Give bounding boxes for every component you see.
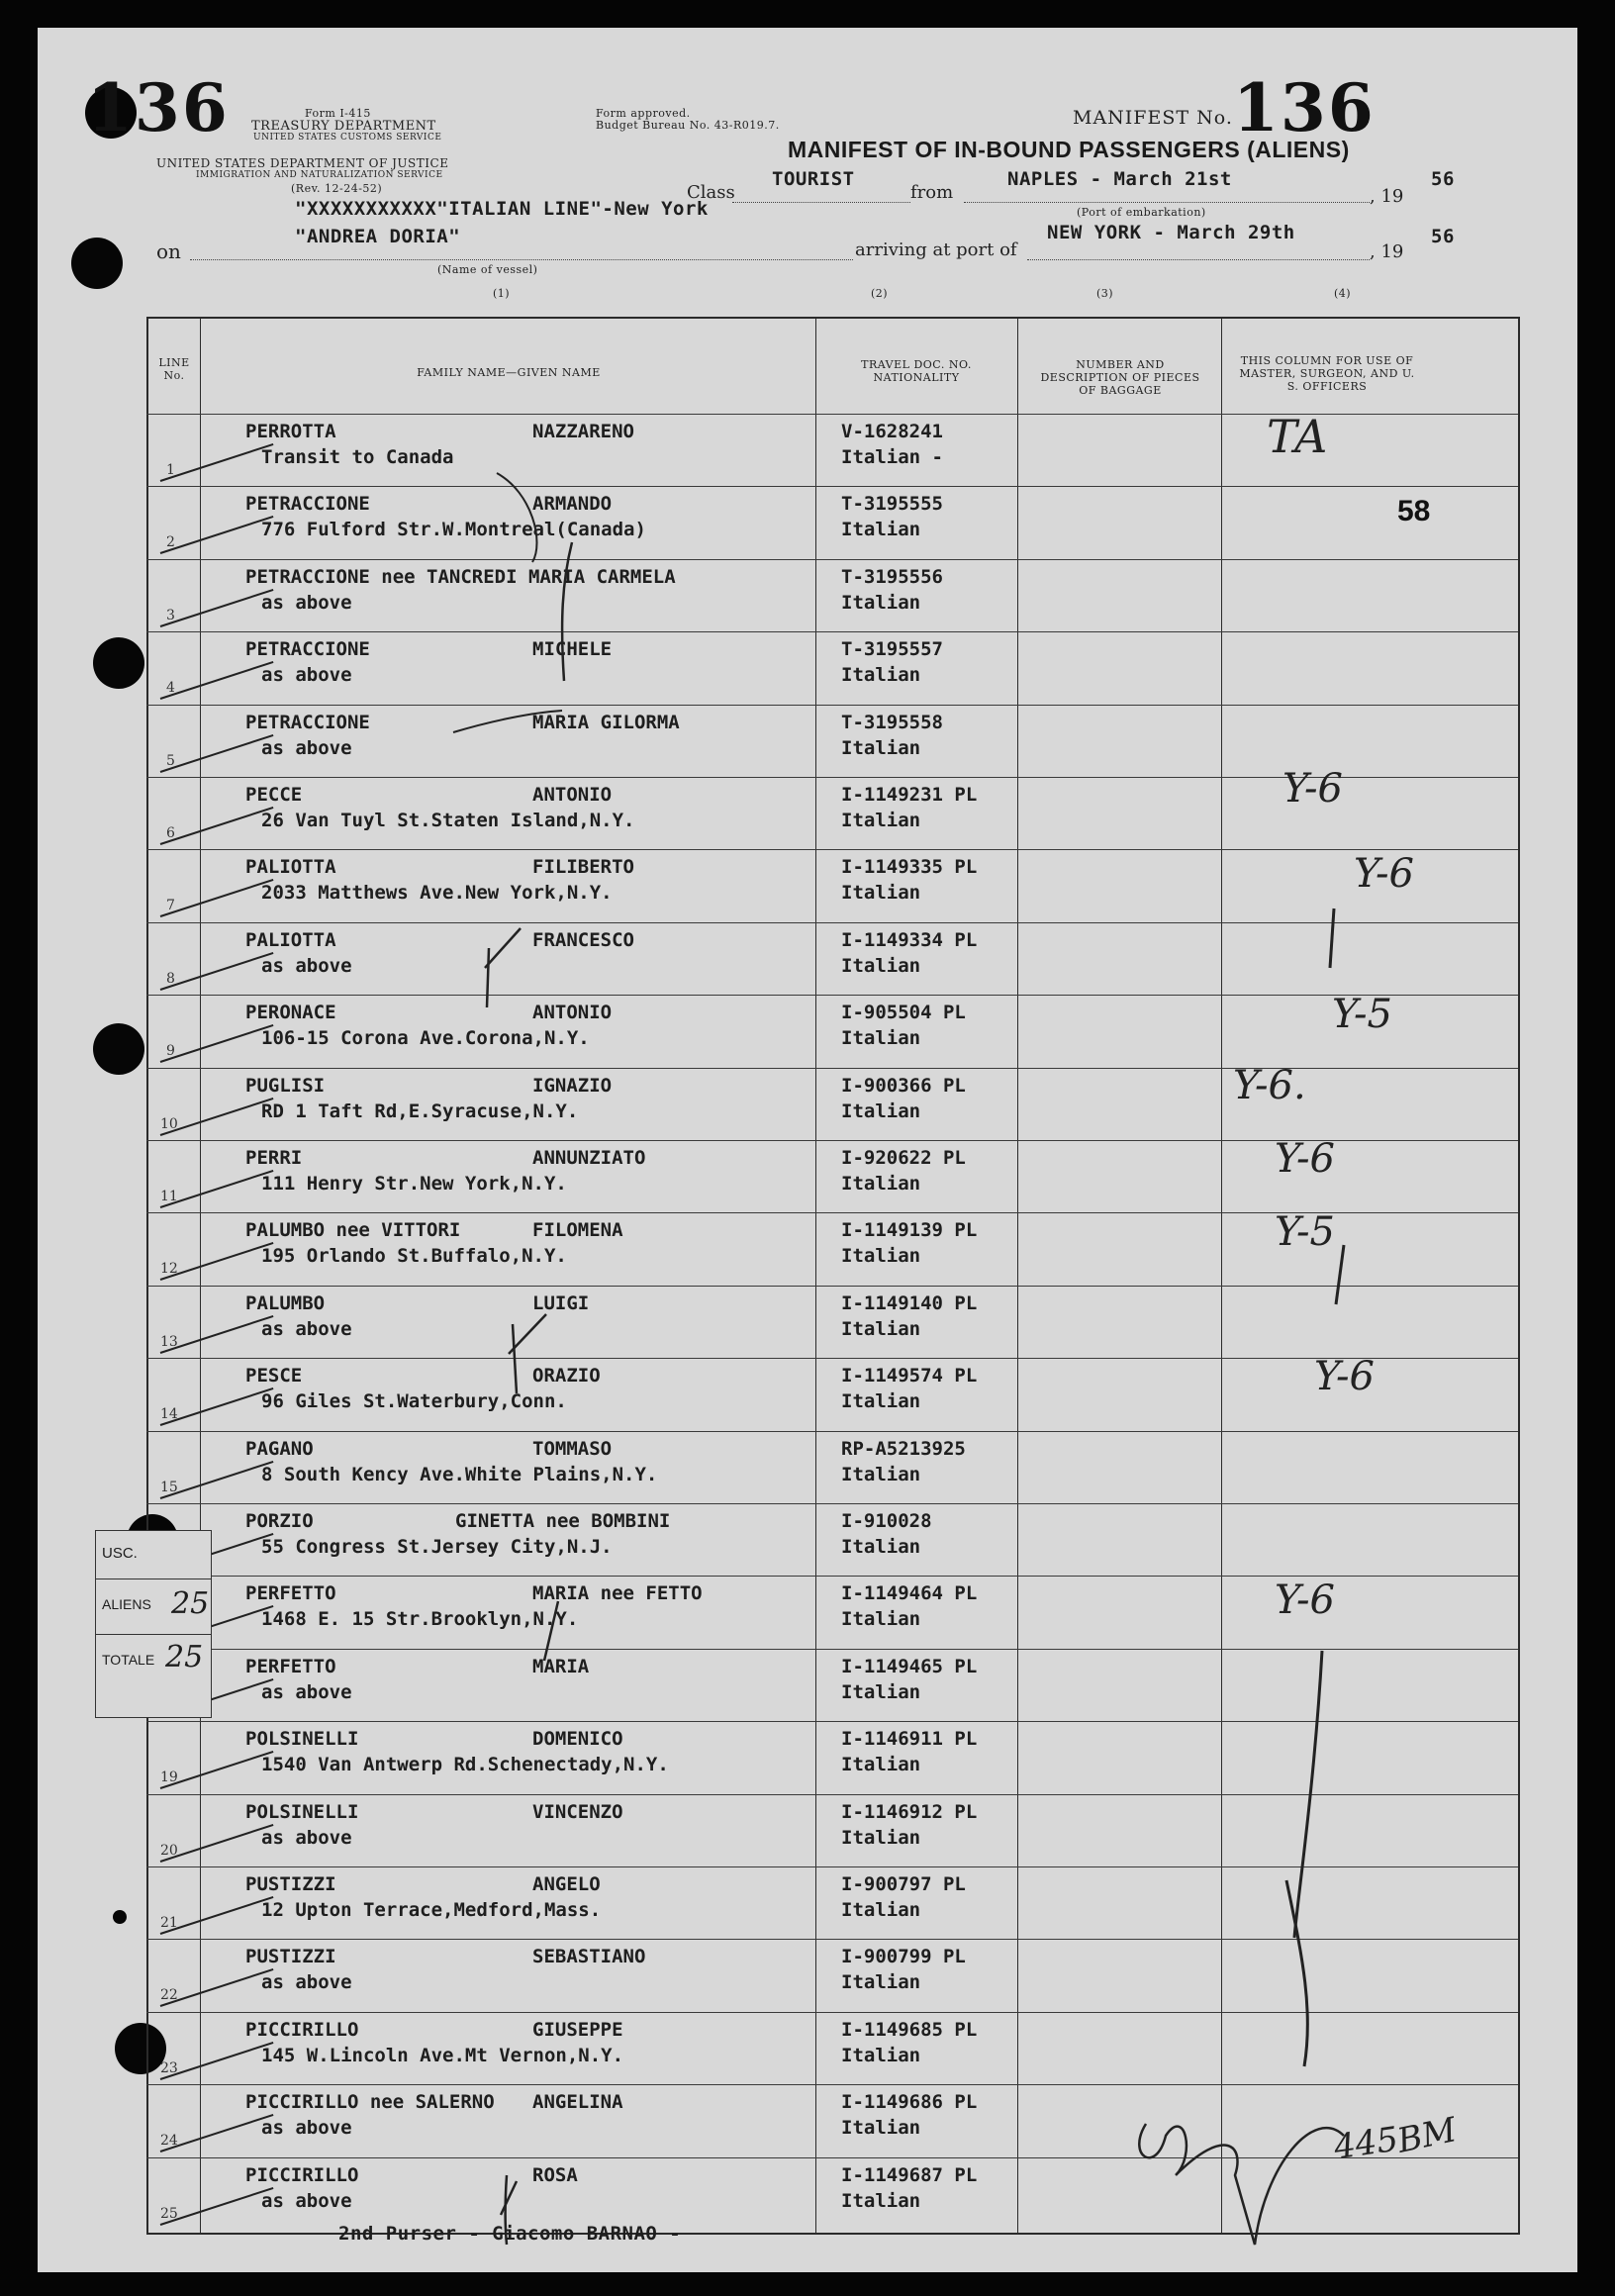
alien-count-stamp — [95, 1530, 212, 1718]
travel-doc-number: T-3195557 — [841, 638, 943, 661]
nationality: Italian — [841, 2189, 921, 2212]
handwritten-number: 445 — [1331, 2119, 1401, 2168]
line-number: 14 — [160, 1406, 178, 1423]
manifest-number: 136 — [1233, 69, 1376, 146]
nationality: Italian — [841, 1826, 921, 1849]
col-header-baggage: NUMBER AND DESCRIPTION OF PIECES OF BAGGAGE — [1040, 358, 1200, 397]
family-name: PERFETTO — [245, 1655, 336, 1677]
family-name: PESCE — [245, 1365, 303, 1387]
family-name: PETRACCIONE — [245, 493, 370, 516]
travel-doc-number: I-1149574 PL — [841, 1365, 978, 1387]
nationality: Italian — [841, 1680, 921, 1703]
nationality: Italian — [841, 1463, 921, 1485]
col-header-line: LINE No. — [158, 356, 190, 382]
address: as above — [261, 2117, 352, 2140]
address: 1540 Van Antwerp Rd.Schenectady,N.Y. — [261, 1754, 669, 1776]
family-name: POLSINELLI — [245, 1728, 359, 1751]
stamp-usc-label: USC. — [102, 1545, 138, 1562]
manifest-label: MANIFEST No. — [1073, 107, 1233, 129]
given-name: MICHELE — [532, 638, 613, 661]
nationality: Italian — [841, 736, 921, 759]
address: 55 Congress St.Jersey City,N.J. — [261, 1536, 613, 1558]
line-number: 8 — [166, 970, 175, 987]
on-label: on — [156, 239, 181, 263]
handwritten-note-row-2: 58 — [1397, 495, 1431, 527]
given-name: MARIA nee FETTO — [532, 1582, 703, 1605]
line-number: 24 — [160, 2133, 178, 2150]
handwritten-note-row-6: Y-6 — [1282, 766, 1343, 812]
given-name: ANNUNZIATO — [532, 1147, 646, 1169]
arriving-label: arriving at port of — [855, 239, 1017, 260]
family-name: POLSINELLI — [245, 1800, 359, 1823]
line-number: 13 — [160, 1333, 178, 1350]
line-number: 19 — [160, 1770, 178, 1786]
given-name: ARMANDO — [532, 493, 613, 516]
year-label-2: , 19 — [1370, 241, 1404, 262]
address: as above — [261, 1680, 352, 1703]
given-name: ROSA — [532, 2163, 578, 2186]
nationality: Italian — [841, 2044, 921, 2066]
form-number: Form I-415 — [305, 107, 371, 120]
address: 111 Henry Str.New York,N.Y. — [261, 1173, 567, 1195]
line-number: 3 — [166, 607, 175, 623]
line-number: 23 — [160, 2059, 178, 2076]
address: 12 Upton Terrace,Medford,Mass. — [261, 1899, 602, 1921]
line-number: 2 — [166, 534, 175, 551]
given-name: GIUSEPPE — [532, 2018, 623, 2041]
travel-doc-number: I-1146912 PL — [841, 1800, 978, 1823]
address: 195 Orlando St.Buffalo,N.Y. — [261, 1245, 567, 1268]
handwritten-note-row-10: Y-6. — [1233, 1063, 1306, 1108]
line-number: 1 — [166, 462, 175, 478]
line-number: 4 — [166, 680, 175, 697]
given-name: FILIBERTO — [532, 856, 634, 879]
travel-doc-number: I-1149231 PL — [841, 784, 978, 806]
nationality: Italian — [841, 1608, 921, 1631]
class-label: Class — [687, 182, 735, 203]
nationality: Italian — [841, 1754, 921, 1776]
travel-doc-number: I-1149464 PL — [841, 1582, 978, 1605]
year-label-1: , 19 — [1370, 186, 1404, 207]
nationality: Italian — [841, 1173, 921, 1195]
travel-doc-number: I-910028 — [841, 1510, 932, 1532]
family-name: PALUMBO nee VITTORI — [245, 1219, 461, 1242]
line-number: 5 — [166, 752, 175, 769]
handwritten-note-row-12: Y-5 — [1275, 1209, 1335, 1255]
travel-doc-number: I-1149335 PL — [841, 856, 978, 879]
family-name: PALIOTTA — [245, 928, 336, 951]
family-name: PUGLISI — [245, 1074, 326, 1097]
line-number: 12 — [160, 1261, 178, 1278]
family-name: PERRI — [245, 1147, 303, 1169]
stamp-totale-label: TOTALE — [102, 1652, 155, 1668]
port-embarkation-caption: (Port of embarkation) — [1077, 206, 1206, 219]
travel-doc-number: I-900797 PL — [841, 1873, 966, 1895]
column-number-2: (2) — [871, 287, 889, 300]
nationality: Italian — [841, 1317, 921, 1340]
vessel-caption: (Name of vessel) — [437, 263, 538, 276]
handwritten-note-row-9: Y-5 — [1332, 992, 1392, 1037]
nationality: Italian - — [841, 446, 943, 468]
travel-doc-number: V-1628241 — [841, 421, 943, 442]
column-number-4: (4) — [1334, 287, 1352, 300]
family-name: PALIOTTA — [245, 856, 336, 879]
travel-doc-number: I-900799 PL — [841, 1946, 966, 1968]
justice-dept: UNITED STATES DEPARTMENT OF JUSTICE — [156, 156, 449, 170]
given-name: ORAZIO — [532, 1365, 601, 1387]
year-value-2: 56 — [1431, 226, 1455, 247]
handwritten-note-row-1: TA — [1267, 410, 1328, 463]
travel-doc-number: I-905504 PL — [841, 1002, 966, 1024]
travel-doc-number: I-900366 PL — [841, 1074, 966, 1097]
handwritten-initials: BM — [1393, 2110, 1461, 2161]
address: 106-15 Corona Ave.Corona,N.Y. — [261, 1027, 590, 1050]
family-name: PICCIRILLO — [245, 2163, 359, 2186]
family-name: PETRACCIONE — [245, 711, 370, 733]
nationality: Italian — [841, 1971, 921, 1994]
nationality: Italian — [841, 519, 921, 541]
address: 1468 E. 15 Str.Brooklyn,N.Y. — [261, 1608, 579, 1631]
given-name: ANGELINA — [532, 2091, 623, 2114]
given-name: GINETTA nee BOMBINI — [455, 1510, 671, 1532]
given-name: MARIA GILORMA — [532, 711, 680, 733]
line-number: 7 — [166, 898, 175, 914]
line-number: 21 — [160, 1915, 178, 1931]
travel-doc-number: I-920622 PL — [841, 1147, 966, 1169]
nationality: Italian — [841, 2117, 921, 2140]
travel-doc-number: I-1149465 PL — [841, 1655, 978, 1677]
column-number-1: (1) — [493, 287, 511, 300]
nationality: Italian — [841, 954, 921, 977]
line-company: "XXXXXXXXXXX"ITALIAN LINE"-New York — [295, 198, 709, 220]
nationality: Italian — [841, 664, 921, 687]
address: as above — [261, 736, 352, 759]
travel-doc-number: RP-A5213925 — [841, 1437, 966, 1460]
given-name: ANGELO — [532, 1873, 601, 1895]
address: as above — [261, 954, 352, 977]
given-name: ANTONIO — [532, 784, 613, 806]
stamp-divider — [96, 1634, 211, 1635]
handwritten-note-row-17: Y-6 — [1275, 1578, 1335, 1623]
purser-signature-line: 2nd Purser - Giacomo BARNAO - — [338, 2223, 682, 2245]
given-name: NAZZARENO — [532, 421, 634, 442]
manifest-title: MANIFEST OF IN-BOUND PASSENGERS (ALIENS) — [788, 137, 1350, 162]
family-name: PETRACCIONE — [245, 638, 370, 661]
family-name: PICCIRILLO — [245, 2018, 359, 2041]
given-name: LUIGI — [532, 1292, 590, 1314]
family-name: PETRACCIONE nee TANCREDI MARIA CARMELA — [245, 565, 676, 588]
address: as above — [261, 1971, 352, 1994]
address: RD 1 Taft Rd,E.Syracuse,N.Y. — [261, 1100, 579, 1122]
address: 96 Giles St.Waterbury,Conn. — [261, 1390, 567, 1413]
vessel-name: "ANDREA DORIA" — [295, 226, 461, 247]
handwritten-note-row-7: Y-6 — [1354, 851, 1414, 897]
nationality: Italian — [841, 1536, 921, 1558]
nationality: Italian — [841, 591, 921, 614]
stamp-totale-value: 25 — [165, 1640, 204, 1674]
given-name: ANTONIO — [532, 1002, 613, 1024]
manifest-sheet — [38, 28, 1577, 2272]
family-name: PERFETTO — [245, 1582, 336, 1605]
given-name: TOMMASO — [532, 1437, 613, 1460]
given-name: FRANCESCO — [532, 928, 634, 951]
address: 2033 Matthews Ave.New York,N.Y. — [261, 882, 613, 905]
address: 145 W.Lincoln Ave.Mt Vernon,N.Y. — [261, 2044, 624, 2066]
address: as above — [261, 1826, 352, 1849]
class-value: TOURIST — [772, 168, 855, 190]
family-name: PICCIRILLO nee SALERNO — [245, 2091, 495, 2114]
travel-doc-number: I-1149687 PL — [841, 2163, 978, 2186]
family-name: PAGANO — [245, 1437, 314, 1460]
address: Transit to Canada — [261, 446, 454, 468]
nationality: Italian — [841, 1027, 921, 1050]
nationality: Italian — [841, 882, 921, 905]
page-number-left: 136 — [87, 69, 230, 146]
given-name: IGNAZIO — [532, 1074, 613, 1097]
family-name: PUSTIZZI — [245, 1873, 336, 1895]
line-number: 10 — [160, 1115, 178, 1132]
family-name: PALUMBO — [245, 1292, 326, 1314]
travel-doc-number: I-1146911 PL — [841, 1728, 978, 1751]
year-value-1: 56 — [1431, 168, 1455, 190]
family-name: PECCE — [245, 784, 303, 806]
given-name: DOMENICO — [532, 1728, 623, 1751]
family-name: PERONACE — [245, 1002, 336, 1024]
line-number: 22 — [160, 1987, 178, 2004]
col-header-officers: THIS COLUMN FOR USE OF MASTER, SURGEON, AND U. S. OFFICERS — [1239, 354, 1415, 393]
line-number: 25 — [160, 2205, 178, 2222]
treasury-dept: TREASURY DEPARTMENT — [251, 119, 436, 134]
form-approved: Form approved. — [596, 107, 691, 120]
form-revision: (Rev. 12-24-52) — [291, 182, 383, 195]
address: as above — [261, 2189, 352, 2212]
travel-doc-number: T-3195558 — [841, 711, 943, 733]
travel-doc-number: I-1149334 PL — [841, 928, 978, 951]
family-name: PUSTIZZI — [245, 1946, 336, 1968]
line-number: 9 — [166, 1043, 175, 1060]
col-header-travel: TRAVEL DOC. NO. NATIONALITY — [861, 358, 972, 384]
line-number: 6 — [166, 825, 175, 841]
given-name: MARIA — [532, 1655, 590, 1677]
nationality: Italian — [841, 810, 921, 831]
travel-doc-number: I-1149140 PL — [841, 1292, 978, 1314]
line-number: 11 — [160, 1189, 178, 1204]
family-name: PERROTTA — [245, 421, 336, 442]
line-number: 20 — [160, 1842, 178, 1859]
nationality: Italian — [841, 1390, 921, 1413]
nationality: Italian — [841, 1245, 921, 1268]
travel-doc-number: I-1149686 PL — [841, 2091, 978, 2114]
ditto-strokes — [38, 28, 1577, 2272]
address: as above — [261, 664, 352, 687]
family-name: PORZIO — [245, 1510, 314, 1532]
budget-bureau: Budget Bureau No. 43-R019.7. — [596, 119, 780, 132]
stamp-divider — [96, 1578, 211, 1579]
address: 26 Van Tuyl St.Staten Island,N.Y. — [261, 810, 635, 831]
ins-service: IMMIGRATION AND NATURALIZATION SERVICE — [196, 170, 443, 180]
given-name: FILOMENA — [532, 1219, 623, 1242]
line-number: 15 — [160, 1479, 178, 1495]
address: as above — [261, 591, 352, 614]
travel-doc-number: I-1149139 PL — [841, 1219, 978, 1242]
address: 8 South Kency Ave.White Plains,N.Y. — [261, 1463, 658, 1485]
travel-doc-number: T-3195555 — [841, 493, 943, 516]
given-name: SEBASTIANO — [532, 1946, 646, 1968]
port-of-embarkation: NAPLES - March 21st — [1007, 168, 1232, 190]
stamp-aliens-label: ALIENS — [102, 1596, 151, 1612]
stamp-aliens-value: 25 — [171, 1586, 210, 1621]
address: as above — [261, 1317, 352, 1340]
travel-doc-number: I-1149685 PL — [841, 2018, 978, 2041]
handwritten-note-row-14: Y-6 — [1314, 1354, 1375, 1399]
handwritten-note-row-11: Y-6 — [1275, 1136, 1335, 1182]
travel-doc-number: T-3195556 — [841, 565, 943, 588]
customs-service: UNITED STATES CUSTOMS SERVICE — [253, 133, 442, 143]
column-number-3: (3) — [1096, 287, 1114, 300]
nationality: Italian — [841, 1899, 921, 1921]
port-of-arrival: NEW YORK - March 29th — [1047, 222, 1295, 243]
given-name: VINCENZO — [532, 1800, 623, 1823]
nationality: Italian — [841, 1100, 921, 1122]
address: 776 Fulford Str.W.Montreal(Canada) — [261, 519, 646, 541]
col-header-name: FAMILY NAME—GIVEN NAME — [417, 366, 601, 379]
from-label: from — [910, 182, 954, 203]
